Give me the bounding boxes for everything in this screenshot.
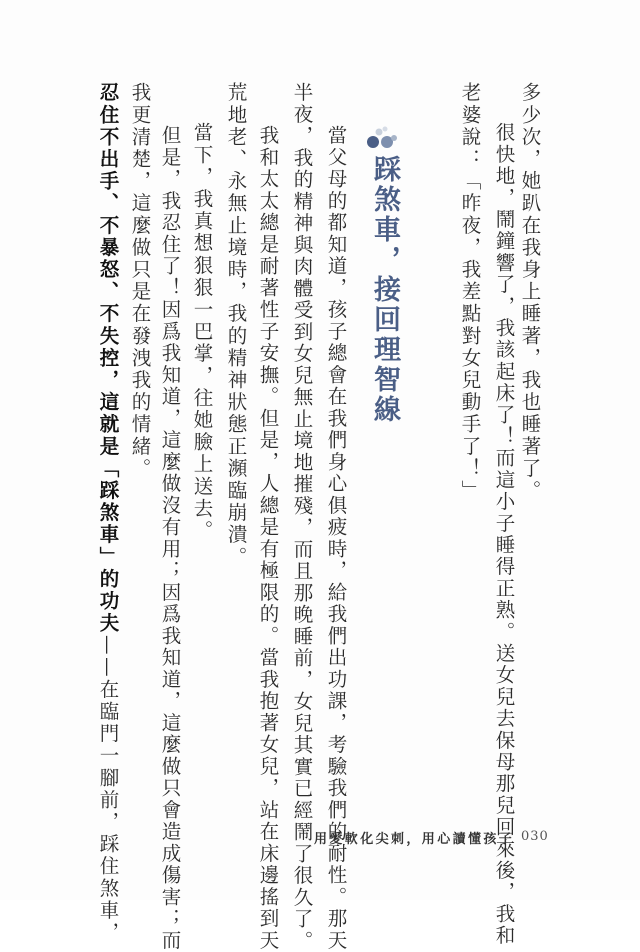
text-column-4: 當父母的都知道，孩子總會在我們身心俱疲時，給我們出功課，考驗我們的耐性。那天 (324, 125, 348, 952)
text-column-2: 很快地，鬧鐘響了，我該起床了！而這小子睡得正熟。送女兒去保母那兒回來後，我和 (492, 122, 516, 947)
text-column-10: 我更清楚，這麼做只是在發洩我的情緒。 (128, 82, 152, 480)
bold-emphasis-text: 忍住不出手、不暴怒、不失控，這就是「踩煞車」的功夫 (96, 82, 120, 635)
page-number: 030 (521, 829, 549, 844)
text-column-5: 半夜，我的精神與肉體受到女兒無止境地摧殘，而且那晚睡前，女兒其實已經鬧了很久了。 (290, 82, 314, 952)
text-column-3: 老婆說：「昨夜，我差點對女兒動手了！」 (458, 82, 482, 502)
text-column-1: 多少次，她趴在我身上睡著，我也睡著了。 (518, 82, 542, 502)
bubbles-icon (361, 124, 401, 150)
text-column-6: 我和太太總是耐著性子安撫。但是，人總是有極限的。當我抱著女兒，站在床邊搖到天 (256, 125, 280, 952)
text-column-9: 但是，我忍住了！因爲我知道，這麼做沒有用；因爲我知道，這麼做只會造成傷害；而 (158, 125, 182, 952)
text-column-11 (98, 82, 118, 944)
text-column-8: 當下，我真想狠狠一巴掌，往她臉上送去。 (190, 122, 214, 542)
em-dash: —— (96, 634, 120, 679)
continuation-text: 在臨門一腳前，踩住煞車， (96, 678, 120, 944)
section-heading: 踩煞車，接回理智線 (369, 155, 400, 425)
text-column-7: 荒地老、永無止境時，我的精神狀態正瀕臨崩潰。 (224, 82, 248, 569)
running-footer-title: 用愛軟化尖刺，用心讀懂孩子 (314, 832, 515, 847)
